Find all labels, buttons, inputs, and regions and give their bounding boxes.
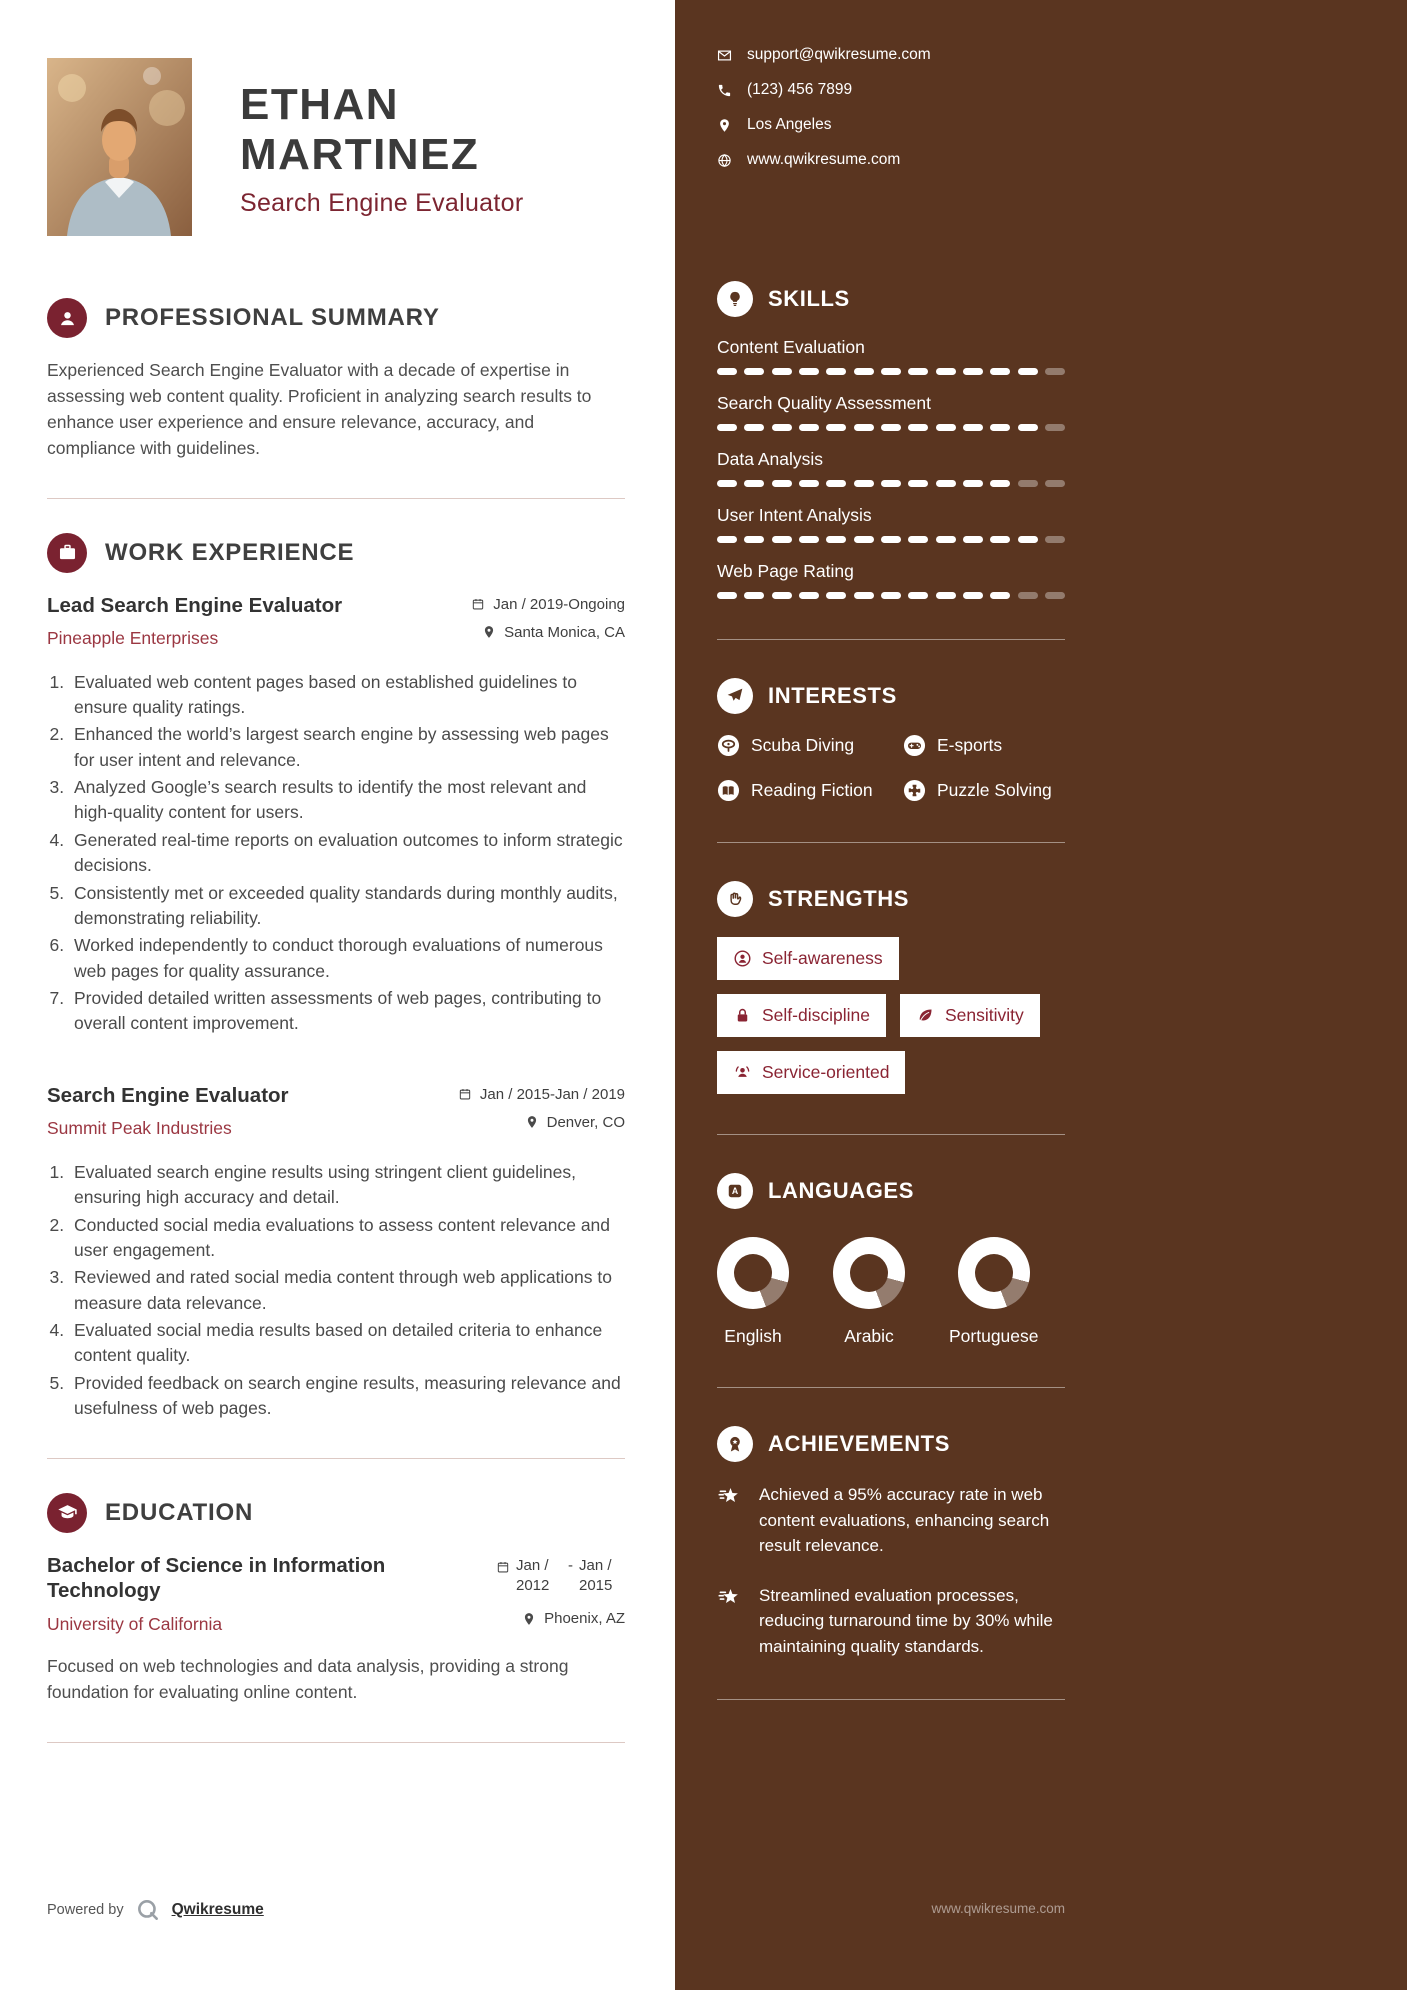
work-heading: WORK EXPERIENCE xyxy=(105,538,355,566)
interest-item: Scuba Diving xyxy=(717,734,903,757)
pin-icon xyxy=(525,1115,539,1129)
skill-item: Content Evaluation xyxy=(717,337,1065,375)
bullet-item: 2. Conducted social media evaluations to assess content relevance and user engagement. xyxy=(69,1213,625,1264)
contact-block xyxy=(717,46,1065,169)
job-location: Santa Monica, CA xyxy=(471,624,625,641)
degree-title: Bachelor of Science in Information Technology xyxy=(47,1553,386,1603)
languages-section xyxy=(717,1173,1065,1347)
graduation-cap-icon xyxy=(47,1493,87,1533)
calendar-icon xyxy=(458,1087,472,1101)
strength-badge: Sensitivity xyxy=(900,994,1040,1037)
language-donut-chart xyxy=(833,1237,905,1309)
languages-heading: LANGUAGES xyxy=(768,1178,914,1203)
divider xyxy=(47,1458,625,1459)
company-name: Summit Peak Industries xyxy=(47,1118,232,1139)
summary-section-head xyxy=(47,298,625,338)
skill-bar xyxy=(717,368,1065,375)
envelope-icon xyxy=(717,48,732,63)
divider xyxy=(47,1742,625,1743)
language-donut-chart xyxy=(958,1237,1030,1309)
profile-photo xyxy=(47,58,192,236)
candidate-title: Search Engine Evaluator xyxy=(240,189,524,217)
skill-item: Data Analysis xyxy=(717,449,1065,487)
award-star-icon xyxy=(717,1484,744,1511)
pin-icon xyxy=(522,1612,536,1626)
interest-item: E-sports xyxy=(903,734,1065,757)
interests-heading: INTERESTS xyxy=(768,683,897,708)
skills-section xyxy=(717,281,1065,599)
sidebar-divider xyxy=(717,842,1065,843)
strength-badge: Self-awareness xyxy=(717,937,899,980)
pin-icon xyxy=(717,118,732,133)
person-icon xyxy=(47,298,87,338)
skill-bar xyxy=(717,480,1065,487)
contact-email[interactable]: support@qwikresume.com xyxy=(717,46,1065,64)
bullet-item: 3. Analyzed Google’s search results to identify the most relevant and high-quality content for users. xyxy=(69,775,625,826)
job-entry xyxy=(47,1083,625,1422)
candidate-name: ETHAN MARTINEZ xyxy=(240,80,480,179)
education-date: Jan / 2012 - Jan / 2015 xyxy=(496,1556,625,1597)
lock-icon xyxy=(733,1006,752,1025)
job-title: Lead Search Engine Evaluator xyxy=(47,593,343,617)
skill-item: Search Quality Assessment xyxy=(717,393,1065,431)
self-awareness-icon xyxy=(733,949,752,968)
interests-section xyxy=(717,678,1065,802)
contact-phone[interactable]: (123) 456 7899 xyxy=(717,81,1065,99)
calendar-icon xyxy=(496,1560,510,1574)
bullet-item: 2. Enhanced the world’s largest search engine by assessing web pages for user intent and relevance. xyxy=(69,722,625,773)
fist-icon xyxy=(717,881,753,917)
education-section xyxy=(47,1493,625,1706)
company-name: Pineapple Enterprises xyxy=(47,628,219,649)
rosette-icon xyxy=(717,1426,753,1462)
strengths-section xyxy=(717,881,1065,1094)
bullet-item: 4. Evaluated social media results based on detailed criteria to enhance content quality. xyxy=(69,1318,625,1369)
skill-bar xyxy=(717,536,1065,543)
language-donut-chart xyxy=(717,1237,789,1309)
job-bullets xyxy=(47,670,625,1037)
school-name: University of California xyxy=(47,1613,223,1634)
skills-heading: SKILLS xyxy=(768,286,850,311)
watermark: www.qwikresume.com xyxy=(931,1901,1065,1916)
leaf-icon xyxy=(916,1006,935,1025)
work-section-head xyxy=(47,533,625,573)
contact-website[interactable]: www.qwikresume.com xyxy=(717,151,1065,169)
divider xyxy=(47,498,625,499)
paper-plane-icon xyxy=(717,678,753,714)
sidebar-divider xyxy=(717,639,1065,640)
phone-icon xyxy=(717,83,732,98)
interest-item: Puzzle Solving xyxy=(903,779,1065,802)
achievements-section xyxy=(717,1426,1065,1659)
lightbulb-icon xyxy=(717,281,753,317)
summary-section xyxy=(47,298,625,462)
achievements-heading: ACHIEVEMENTS xyxy=(768,1431,950,1456)
main-column xyxy=(0,0,675,1990)
footer xyxy=(47,1896,264,1924)
job-bullets xyxy=(47,1160,625,1422)
contact-location: Los Angeles xyxy=(717,116,1065,134)
skill-item: Web Page Rating xyxy=(717,561,1065,599)
education-description: Focused on web technologies and data analysis, providing a strong foundation for evaluating online content. xyxy=(47,1656,569,1702)
education-heading: EDUCATION xyxy=(105,1498,254,1526)
job-entry xyxy=(47,593,625,1037)
strength-badge: Self-discipline xyxy=(717,994,886,1037)
job-date: Jan / 2019-Ongoing xyxy=(471,596,625,613)
translate-icon xyxy=(717,1173,753,1209)
bullet-item: 1. Evaluated search engine results using stringent client guidelines, ensuring high accuracy and detail. xyxy=(69,1160,625,1211)
sidebar-divider xyxy=(717,1699,1065,1700)
job-date: Jan / 2015-Jan / 2019 xyxy=(458,1086,625,1103)
bullet-item: 4. Generated real-time reports on evaluation outcomes to inform strategic decisions. xyxy=(69,828,625,879)
bullet-item: 3. Reviewed and rated social media content through web applications to measure data relevance. xyxy=(69,1265,625,1316)
qwikresume-link[interactable]: Qwikresume xyxy=(171,1901,264,1918)
summary-text: Experienced Search Engine Evaluator with a decade of expertise in assessing web content quality. Proficient in analyzing search results to enhance user experience and ensure relevance, accuracy, and compliance with guidelines. xyxy=(47,360,592,458)
pin-icon xyxy=(482,625,496,639)
skill-item: User Intent Analysis xyxy=(717,505,1065,543)
achievement-item: Achieved a 95% accuracy rate in web content evaluations, enhancing search result relevance. xyxy=(717,1482,1065,1559)
briefcase-icon xyxy=(47,533,87,573)
service-icon xyxy=(733,1063,752,1082)
header xyxy=(47,58,625,236)
summary-heading: PROFESSIONAL SUMMARY xyxy=(105,304,440,331)
skill-bar xyxy=(717,592,1065,599)
globe-icon xyxy=(717,153,732,168)
bullet-item: 1. Evaluated web content pages based on established guidelines to ensure quality ratings. xyxy=(69,670,625,721)
esports-icon xyxy=(903,734,926,757)
education-location: Phoenix, AZ xyxy=(496,1610,625,1627)
sidebar-divider xyxy=(717,1134,1065,1135)
job-title: Search Engine Evaluator xyxy=(47,1083,289,1107)
job-location: Denver, CO xyxy=(458,1114,625,1131)
education-section-head xyxy=(47,1493,625,1533)
language-item: English xyxy=(717,1237,789,1347)
skill-bar xyxy=(717,424,1065,431)
sidebar xyxy=(675,0,1407,1990)
bullet-item: 5. Provided feedback on search engine results, measuring relevance and usefulness of web pages. xyxy=(69,1371,625,1422)
strength-badge: Service-oriented xyxy=(717,1051,905,1094)
award-star-icon xyxy=(717,1585,744,1612)
work-section xyxy=(47,533,625,1422)
reading-fiction-icon xyxy=(717,779,740,802)
strengths-heading: STRENGTHS xyxy=(768,886,910,911)
bullet-item: 6. Worked independently to conduct thorough evaluations of numerous web pages for quality assurance. xyxy=(69,933,625,984)
achievement-item: Streamlined evaluation processes, reducing turnaround time by 30% while maintaining quality standards. xyxy=(717,1583,1065,1660)
language-item: Portuguese xyxy=(949,1237,1039,1347)
interest-item: Reading Fiction xyxy=(717,779,903,802)
powered-by-label: Powered by xyxy=(47,1902,124,1918)
qwikresume-logo-icon xyxy=(134,1896,162,1924)
education-entry xyxy=(47,1553,625,1706)
language-item: Arabic xyxy=(833,1237,905,1347)
sidebar-divider xyxy=(717,1387,1065,1388)
bullet-item: 7. Provided detailed written assessments of web pages, contributing to overall content improvement. xyxy=(69,986,625,1037)
calendar-icon xyxy=(471,597,485,611)
svg-text:A: A xyxy=(731,1186,739,1197)
bullet-item: 5. Consistently met or exceeded quality standards during monthly audits, demonstrating reliability. xyxy=(69,881,625,932)
scuba-diving-icon xyxy=(717,734,740,757)
puzzle-solving-icon xyxy=(903,779,926,802)
